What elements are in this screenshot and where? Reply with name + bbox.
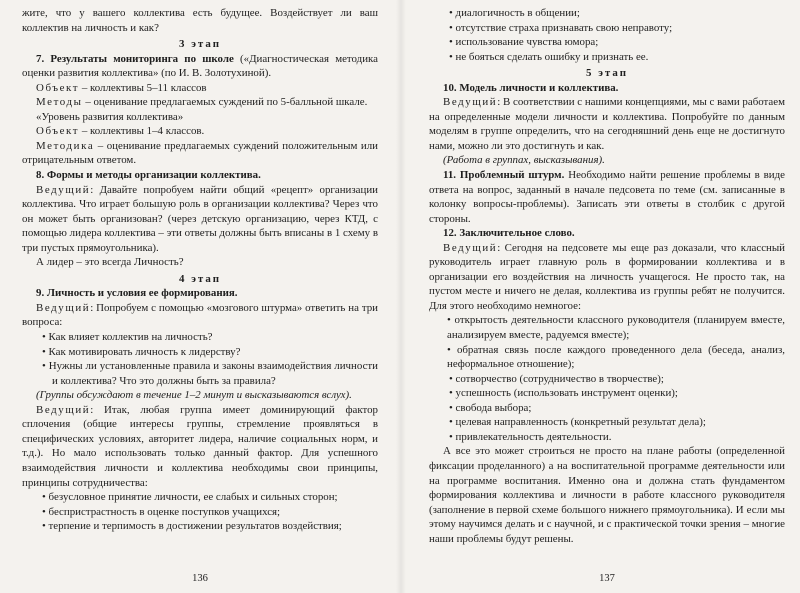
list-item: • Как мотивировать личность к лидерству? (42, 345, 241, 358)
object-2-label: Объект (36, 125, 80, 138)
section-7-paragraph (22, 52, 378, 81)
methods-label: Методы (36, 96, 83, 109)
section-9-lead-text: : Попробуем с помощью «мозгового штурма» ответить на три вопроса: (22, 301, 378, 329)
section-11-paragraph (429, 168, 785, 226)
section-9-lead-2 (22, 403, 378, 490)
section-12-title: 12. Заключительное слово. (443, 227, 575, 240)
method-label: Методика (36, 139, 95, 152)
list-item: • не бояться сделать ошибку и признать ее. (449, 50, 649, 63)
question-item-3: Нужны ли установленные правила и законы взаимодействия личности и коллектива? Что это должны быть за правила? (48, 360, 378, 387)
list-item: • обратная связь после каждого проведенного дела (беседа, анализ, неформальное отношение); (447, 343, 785, 371)
list-item: • Как влияет коллектив на личность? (42, 331, 213, 344)
object-2-line (22, 124, 378, 139)
need-item-3: сотворчество (сотрудничество в творчестве); (455, 372, 664, 385)
need-item-4: успешность (использовать инструмент оценки); (455, 387, 678, 400)
list-item: • целевая направленность (конкретный результат дела); (449, 416, 706, 429)
principle-item-1: безусловное принятие личности, ее слабых и сильных сторон; (48, 491, 338, 504)
list-item: • беспристрастность в оценке поступков учащихся; (42, 505, 281, 518)
section-10-lead-text: : В соответствии с нашими концепциями, мы с вами работаем на определенные модели личности и коллектива. Попробуйте по данным моделям в группе определить, что на сегодняшний день еще не достигнуто нами, можно ли это достигнуть и как. (429, 96, 785, 152)
need-item-7: привлекательность деятельности. (455, 430, 612, 443)
page-number-left: 136 (192, 573, 208, 585)
list-item: • Нужны ли установленные правила и законы взаимодействия личности и коллектива? Что это должны быть за правила? (42, 360, 378, 387)
principle-item-3: терпение и терпимость в достижении результатов воздействия; (48, 520, 342, 533)
section-9-title: 9. Личность и условия ее формирования. (36, 287, 238, 300)
right-page (429, 6, 785, 591)
need-item-2: обратная связь после каждого проведенного дела (беседа, анализ, неформальное отношение); (447, 343, 785, 371)
level-quote: «Уровень развития коллектива» (36, 110, 184, 123)
section-9-lead-2-label: Ведущий (36, 403, 91, 416)
final-paragraph: А все это может строиться не просто на плане работы (определенной фиксации проделанного) а на воспитательной программе деятельности или на программе воспитания. Именно она и должна стать фундаментом формирования коллектива и личности в работе классного руководителя (заполнение в первой схеме большого нижнего прямоугольника). И если мы этому научимся делать и с научной, и с практической точки зрения – многие наши проблемы будут решены. (429, 445, 785, 545)
section-9-lead (22, 301, 378, 330)
list-item: • привлекательность деятельности. (449, 430, 612, 443)
section-10-note: (Работа в группах, высказывания). (443, 154, 605, 167)
stage-4-heading: 4 этап (179, 272, 221, 285)
section-8-question: А лидер – это всегда Личность? (36, 256, 184, 269)
method-text: – оценивание предлагаемых суждений положительным или отрицательным ответом. (22, 139, 378, 167)
list-item: • безусловное принятие личности, ее слабых и сильных сторон; (42, 491, 338, 504)
section-9-lead-2-text: : Итак, любая группа имеет доминирующий фактор сплочения (общие интересы группы, стремление проявляться в специфических условиях, авторитет лидера, наличие социальных норм, и т.д.). Но мало использовать только данный фактор. Для успешного взаимодействия личности и коллектива необходимы свои принципы, принципы сотрудничества: (22, 403, 378, 489)
list-item: • диалогичность в общении; (449, 7, 580, 19)
methods-line (22, 95, 378, 110)
question-item-2: Как мотивировать личность к лидерству? (48, 345, 241, 358)
section-12-lead-label: Ведущий (443, 241, 498, 254)
book-gutter (396, 0, 406, 593)
question-item-1: Как влияет коллектив на личность? (48, 331, 213, 344)
object-1-line (22, 81, 378, 96)
principle-item-7: не бояться сделать ошибку и признать ее. (455, 50, 649, 63)
intro-paragraph: жите, что у вашего коллектива есть будущее. Воздействует ли ваш коллектив на личность и как? (22, 7, 378, 34)
method-line (22, 139, 378, 168)
object-2-text: – коллективы 1–4 классов. (79, 125, 205, 138)
groups-note: (Группы обсуждают в течение 1–2 минут и высказываются вслух). (36, 389, 352, 402)
section-11-text: Необходимо найти решение проблемы в виде ответа на вопрос, заданный в начале педсовета по теме (см. записанные в колонку вопросы-проблемы). Записать эти ответы в столбик с другой стороны. (429, 169, 785, 225)
list-item: • открытость деятельности классного руководителя (планируем вместе, анализируем вместе, радуемся вместе); (447, 314, 785, 342)
list-item: • терпение и терпимость в достижении результатов воздействия; (42, 520, 342, 533)
need-item-1: открытость деятельности классного руководителя (планируем вместе, анализируем вместе, радуемся вместе); (447, 314, 785, 342)
need-item-6: целевая направленность (конкретный результат дела); (455, 416, 706, 429)
principle-item-5: отсутствие страха признавать свою неправоту; (455, 21, 673, 34)
principle-item-4: диалогичность в общении; (455, 7, 580, 19)
section-7-source: («Диагностическая методика оценки развития коллектива» (по И. В. Золотухиной). (22, 52, 378, 80)
object-1-text: – коллективы 5–11 классов (79, 81, 207, 94)
section-11-title: 11. Проблемный штурм. (443, 169, 565, 182)
principle-item-6: использование чувства юмора; (455, 36, 599, 49)
list-item: • свобода выбора; (449, 401, 532, 414)
list-item: • использование чувства юмора; (449, 36, 599, 49)
section-10-lead-label: Ведущий (443, 96, 498, 109)
section-8-title: 8. Формы и методы организации коллектива. (36, 169, 261, 182)
section-12-lead-text: : Сегодня на педсовете мы еще раз доказали, что классный руководитель играет главную роль в формировании коллектива и в организации его воздействия на личность учащегося. Не просто так, на пустом месте и ничего не делая, коллектива из группы ребят не получится. Для этого необходимо немногое: (429, 241, 785, 312)
section-9-lead-label: Ведущий (36, 301, 91, 314)
section-10-title: 10. Модель личности и коллектива. (443, 81, 619, 94)
principle-item-2: беспристрастность в оценке поступков учащихся; (48, 505, 281, 518)
stage-3-heading: 3 этап (179, 38, 221, 51)
page-number-right: 137 (599, 573, 615, 585)
section-12-lead (429, 241, 785, 314)
section-8-lead-text: : Давайте попробуем найти общий «рецепт» организации коллектива. Что играет большую роль в организации коллектива? Через что он может быть организован? (через детскую организацию, через КТД, с помощью лидера коллектива – эти ответы должны быть вписаны в 1 схему в три пустых прямоугольника). (22, 183, 378, 254)
left-page (22, 6, 378, 591)
section-10-lead (429, 95, 785, 153)
list-item: • успешность (использовать инструмент оценки); (449, 387, 678, 400)
list-item: • сотворчество (сотрудничество в творчестве); (449, 372, 664, 385)
object-1-label: Объект (36, 81, 80, 94)
methods-text: – оценивание предлагаемых суждений по 5-балльной шкале. (82, 96, 368, 109)
need-item-5: свобода выбора; (455, 401, 532, 414)
stage-5-heading: 5 этап (586, 67, 628, 80)
section-8-lead (22, 183, 378, 256)
list-item: • отсутствие страха признавать свою неправоту; (449, 21, 673, 34)
section-8-lead-label: Ведущий (36, 183, 91, 196)
section-7-title: 7. Результаты мониторинга по школе (36, 52, 234, 65)
